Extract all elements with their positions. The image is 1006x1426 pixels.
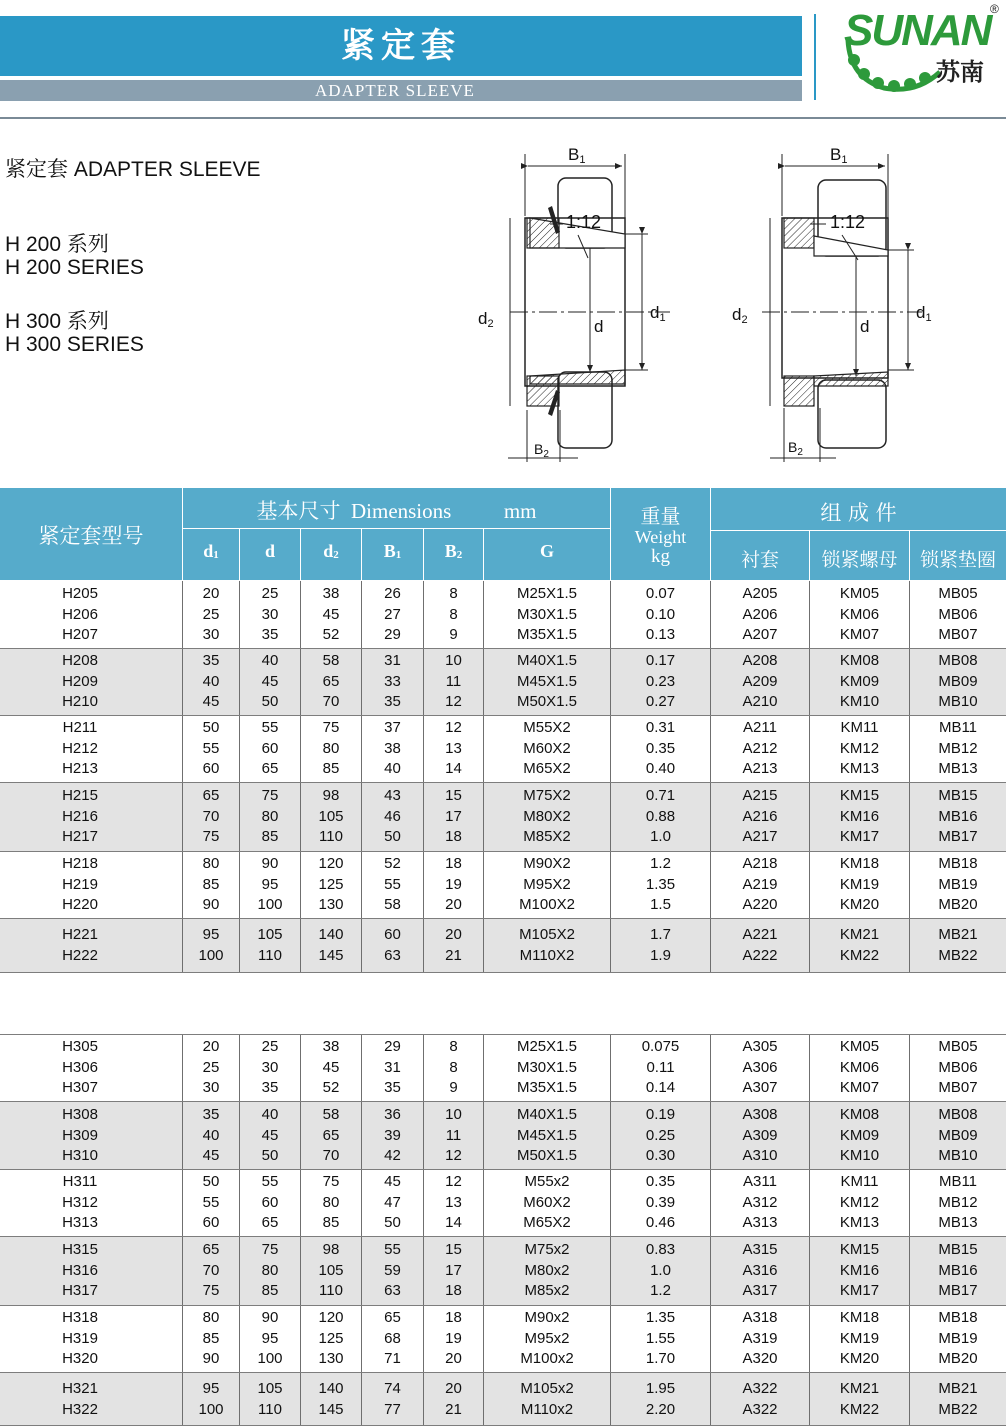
page-subtitle: ADAPTER SLEEVE: [315, 81, 475, 100]
cell-sleeve: A221 A222: [742, 926, 778, 964]
cell-weight: 1.2 1.35 1.5: [645, 855, 676, 913]
cell-nut: KM05 KM06 KM07: [839, 585, 880, 643]
cell-b1: 52 55 58: [384, 855, 401, 913]
cell-weight: 0.71 0.88 1.0: [645, 787, 676, 845]
cell-nut: KM11 KM12 KM13: [839, 1173, 880, 1231]
cell-sleeve: A205 A206 A207: [742, 585, 778, 643]
header-comp-1: 锁紧螺母: [821, 549, 898, 571]
cell-d1: 65 70 75: [202, 787, 220, 845]
row-group: [0, 649, 1006, 715]
cell-nut: KM11 KM12 KM13: [839, 719, 880, 777]
cell-d1: 20 25 30: [202, 1038, 220, 1096]
cell-washer: MB21 MB22: [938, 1380, 978, 1418]
row-group: [0, 581, 1006, 648]
cell-b2: 15 17 18: [445, 787, 462, 845]
taper-label-2: 1:12: [830, 212, 866, 232]
cell-b1: 29 31 35: [384, 1038, 401, 1096]
cell-model: H318 H319 H320: [62, 1309, 98, 1367]
dim-d2-label-2: d2: [732, 305, 748, 326]
cell-washer: MB05 MB06 MB07: [938, 1038, 978, 1096]
dim-b2-label-2: $B_2$: [788, 439, 803, 458]
cell-d: 55 60 65: [261, 719, 279, 777]
header-col-0: d1: [203, 541, 219, 561]
cell-washer: MB15 MB16 MB17: [938, 787, 978, 845]
cell-nut: KM21 KM22: [839, 926, 880, 964]
cell-d1: 35 40 45: [202, 1106, 220, 1164]
cell-g: M75X2 M80X2 M85X2: [523, 787, 571, 845]
row-group: [0, 919, 1006, 972]
row-group: [0, 852, 1006, 918]
dim-d-label-2: d: [860, 317, 870, 336]
cell-b1: 45 47 50: [384, 1173, 401, 1231]
cell-model: H308 H309 H310: [62, 1106, 98, 1164]
cell-washer: MB11 MB12 MB13: [938, 719, 978, 777]
cell-model: H205 H206 H207: [62, 585, 98, 643]
cell-washer: MB15 MB16 MB17: [938, 1241, 978, 1299]
cell-model: H208 H209 H210: [62, 652, 98, 710]
cell-nut: KM18 KM19 KM20: [839, 1309, 880, 1367]
registered-mark: ®: [990, 2, 999, 16]
cell-weight: 0.19 0.25 0.30: [645, 1106, 676, 1164]
lock-nut-bottom-2: [784, 376, 814, 406]
cell-b1: 37 38 40: [384, 719, 401, 777]
cell-washer: MB05 MB06 MB07: [938, 585, 978, 643]
cell-nut: KM05 KM06 KM07: [839, 1038, 880, 1096]
cell-weight: 0.83 1.0 1.2: [645, 1241, 676, 1299]
header-weight-en: Weight: [634, 527, 687, 547]
cell-d: 40 45 50: [261, 652, 279, 710]
adapter-sleeve-drawings: [470, 140, 1006, 475]
cell-d2: 38 45 52: [322, 1038, 340, 1096]
cell-d2: 58 65 70: [322, 1106, 340, 1164]
cell-d1: 80 85 90: [202, 1309, 220, 1367]
cell-sleeve: A215 A216 A217: [742, 787, 778, 845]
brand-logo: [836, 0, 1006, 100]
cell-g: M40X1.5 M45X1.5 M50X1.5: [516, 1106, 578, 1164]
header-model: 紧定套型号: [38, 524, 144, 548]
cell-d: 40 45 50: [261, 1106, 279, 1164]
header-components: 组 成 件: [820, 501, 897, 525]
drawing-h300: [732, 145, 932, 462]
cell-nut: KM08 KM09 KM10: [839, 652, 880, 710]
cell-d2: 98 105 110: [318, 1241, 344, 1299]
cell-washer: MB08 MB09 MB10: [938, 652, 978, 710]
cell-d2: 120 125 130: [318, 1309, 344, 1367]
cell-model: H311 H312 H313: [62, 1173, 98, 1231]
dim-b1-label-2: B1: [830, 145, 848, 166]
cell-b2: 12 13 14: [445, 719, 462, 777]
cell-g: M105x2 M110x2: [520, 1380, 574, 1418]
series-h300-cn: H 300 系列: [5, 310, 109, 333]
dim-d1-label: d1: [650, 303, 666, 324]
series-h300-en: H 300 SERIES: [5, 333, 144, 356]
cell-washer: MB18 MB19 MB20: [938, 855, 978, 913]
cell-washer: MB21 MB22: [938, 926, 978, 964]
cell-g: M75x2 M80x2 M85x2: [524, 1241, 570, 1299]
cell-b2: 12 13 14: [445, 1173, 462, 1231]
cell-nut: KM15 KM16 KM17: [839, 787, 880, 845]
row-group: [0, 1035, 1006, 1101]
dim-d2-label: d2: [478, 309, 494, 330]
header-dimensions: 基本尺寸 Dimensions mm: [256, 499, 537, 523]
cell-b2: 18 19 20: [445, 855, 462, 913]
cell-d: 105 110: [257, 1380, 283, 1418]
section-heading: 紧定套 ADAPTER SLEEVE: [5, 158, 261, 181]
cell-model: H221 H222: [62, 926, 98, 964]
cell-d: 75 80 85: [261, 1241, 279, 1299]
row-group: [0, 1373, 1006, 1425]
cell-d1: 95 100: [198, 1380, 224, 1418]
cell-sleeve: A311 A312 A313: [742, 1173, 778, 1231]
cell-d2: 38 45 52: [322, 585, 340, 643]
cell-b2: 20 21: [445, 926, 462, 964]
cell-model: H215 H216 H217: [62, 787, 98, 845]
header-comp-0: 衬套: [740, 549, 779, 571]
cell-d: 75 80 85: [261, 787, 279, 845]
row-group: [0, 783, 1006, 851]
cell-sleeve: A218 A219 A220: [742, 855, 778, 913]
cell-b2: 20 21: [445, 1380, 462, 1418]
cell-b2: 18 19 20: [445, 1309, 462, 1367]
cell-sleeve: A211 A212 A213: [742, 719, 778, 777]
cell-d: 25 30 35: [261, 1038, 279, 1096]
cell-b2: 8 8 9: [449, 1038, 458, 1096]
cell-weight: 0.075 0.11 0.14: [641, 1038, 680, 1096]
cell-g: M55X2 M60X2 M65X2: [523, 719, 571, 777]
lock-nut-top-2: [784, 218, 814, 248]
cell-d2: 98 105 110: [318, 787, 344, 845]
cell-sleeve: A315 A316 A317: [742, 1241, 778, 1299]
cell-d: 105 110: [257, 926, 283, 964]
cell-b1: 26 27 29: [384, 585, 401, 643]
brand-name-cn: 苏南: [936, 58, 984, 86]
cell-d2: 140 145: [318, 1380, 344, 1418]
cell-d1: 95 100: [198, 926, 224, 964]
cell-b2: 8 8 9: [449, 585, 458, 643]
cell-d: 25 30 35: [261, 585, 279, 643]
row-group: [0, 716, 1006, 782]
row-group: [0, 1170, 1006, 1236]
header-col-2: d2: [323, 541, 339, 561]
cell-washer: MB11 MB12 MB13: [938, 1173, 978, 1231]
cell-b1: 55 59 63: [384, 1241, 401, 1299]
cell-g: M25X1.5 M30X1.5 M35X1.5: [516, 1038, 578, 1096]
cell-weight: 1.7 1.9: [650, 926, 671, 964]
cell-d2: 120 125 130: [318, 855, 344, 913]
cell-sleeve: A318 A319 A320: [742, 1309, 778, 1367]
dim-b1-label: B1: [568, 145, 586, 166]
header-col-1: d: [264, 541, 275, 561]
cell-g: M40X1.5 M45X1.5 M50X1.5: [516, 652, 578, 710]
cell-sleeve: A305 A306 A307: [742, 1038, 778, 1096]
cell-d: 55 60 65: [261, 1173, 279, 1231]
cell-sleeve: A208 A209 A210: [742, 652, 778, 710]
brand-name: SUNAN: [844, 6, 991, 55]
series-h200-en: H 200 SERIES: [5, 256, 144, 279]
cell-washer: MB08 MB09 MB10: [938, 1106, 978, 1164]
cell-b2: 10 11 12: [445, 1106, 462, 1164]
cell-d1: 65 70 75: [202, 1241, 220, 1299]
cell-weight: 1.35 1.55 1.70: [645, 1309, 676, 1367]
cell-weight: 1.95 2.20: [645, 1380, 676, 1418]
cell-model: H321 H322: [62, 1380, 98, 1418]
cell-d1: 50 55 60: [202, 1173, 220, 1231]
cell-weight: 0.31 0.35 0.40: [645, 719, 676, 777]
header-weight-unit: kg: [651, 546, 670, 567]
header-col-3: B1: [383, 541, 402, 561]
cell-model: H305 H306 H307: [62, 1038, 98, 1096]
drawing-h200: [478, 145, 670, 462]
page-title: 紧定套: [341, 26, 461, 66]
cell-weight: 0.35 0.39 0.46: [645, 1173, 676, 1231]
cell-sleeve: A308 A309 A310: [742, 1106, 778, 1164]
dim-b2-label: $B_2$: [534, 441, 549, 460]
cell-b1: 74 77: [384, 1380, 401, 1418]
cell-d: 90 95 100: [257, 855, 283, 913]
series-h200-cn: H 200 系列: [5, 233, 109, 256]
cell-d2: 75 80 85: [322, 719, 340, 777]
cell-nut: KM18 KM19 KM20: [839, 855, 880, 913]
cell-g: M105X2 M110X2: [519, 926, 575, 964]
cell-d: 90 95 100: [257, 1309, 283, 1367]
bearing-ring-bottom-2: [818, 380, 886, 448]
header-rule: [0, 117, 1006, 119]
cell-d2: 58 65 70: [322, 652, 340, 710]
cell-b1: 60 63: [384, 926, 401, 964]
header-weight-cn: 重量: [640, 504, 681, 528]
row-group: [0, 1306, 1006, 1372]
header-comp-2: 锁紧垫圈: [919, 549, 996, 571]
header-col-5: G: [539, 541, 554, 561]
cell-b1: 36 39 42: [384, 1106, 401, 1164]
cell-b1: 43 46 50: [384, 787, 401, 845]
cell-g: M25X1.5 M30X1.5 M35X1.5: [516, 585, 578, 643]
cell-d1: 20 25 30: [202, 585, 220, 643]
taper-label: 1:12: [566, 212, 602, 232]
dim-d1-label-2: d1: [916, 303, 932, 324]
cell-g: M90X2 M95X2 M100X2: [519, 855, 575, 913]
cell-model: H315 H316 H317: [62, 1241, 98, 1299]
cell-b1: 31 33 35: [384, 652, 401, 710]
cell-sleeve: A322 A322: [742, 1380, 778, 1418]
cell-b2: 10 11 12: [445, 652, 462, 710]
cell-nut: KM15 KM16 KM17: [839, 1241, 880, 1299]
cell-model: H218 H219 H220: [62, 855, 98, 913]
cell-nut: KM08 KM09 KM10: [839, 1106, 880, 1164]
cell-b1: 65 68 71: [384, 1309, 401, 1367]
cell-d1: 80 85 90: [202, 855, 220, 913]
dim-d-label: d: [594, 317, 604, 336]
cell-weight: 0.17 0.23 0.27: [645, 652, 676, 710]
cell-g: M90x2 M95x2 M100x2: [520, 1309, 574, 1367]
cell-d2: 75 80 85: [322, 1173, 340, 1231]
row-group: [0, 1102, 1006, 1169]
cell-weight: 0.07 0.10 0.13: [645, 585, 676, 643]
cell-d1: 50 55 60: [202, 719, 220, 777]
row-group: [0, 1237, 1006, 1305]
cell-nut: KM21 KM22: [839, 1380, 880, 1418]
cell-d1: 35 40 45: [202, 652, 220, 710]
cell-d2: 140 145: [318, 926, 344, 964]
cell-washer: MB18 MB19 MB20: [938, 1309, 978, 1367]
cell-model: H211 H212 H213: [62, 719, 98, 777]
header-divider: [814, 14, 816, 100]
header-col-4: B2: [444, 541, 463, 561]
cell-b2: 15 17 18: [445, 1241, 462, 1299]
cell-g: M55x2 M60X2 M65X2: [523, 1173, 571, 1231]
